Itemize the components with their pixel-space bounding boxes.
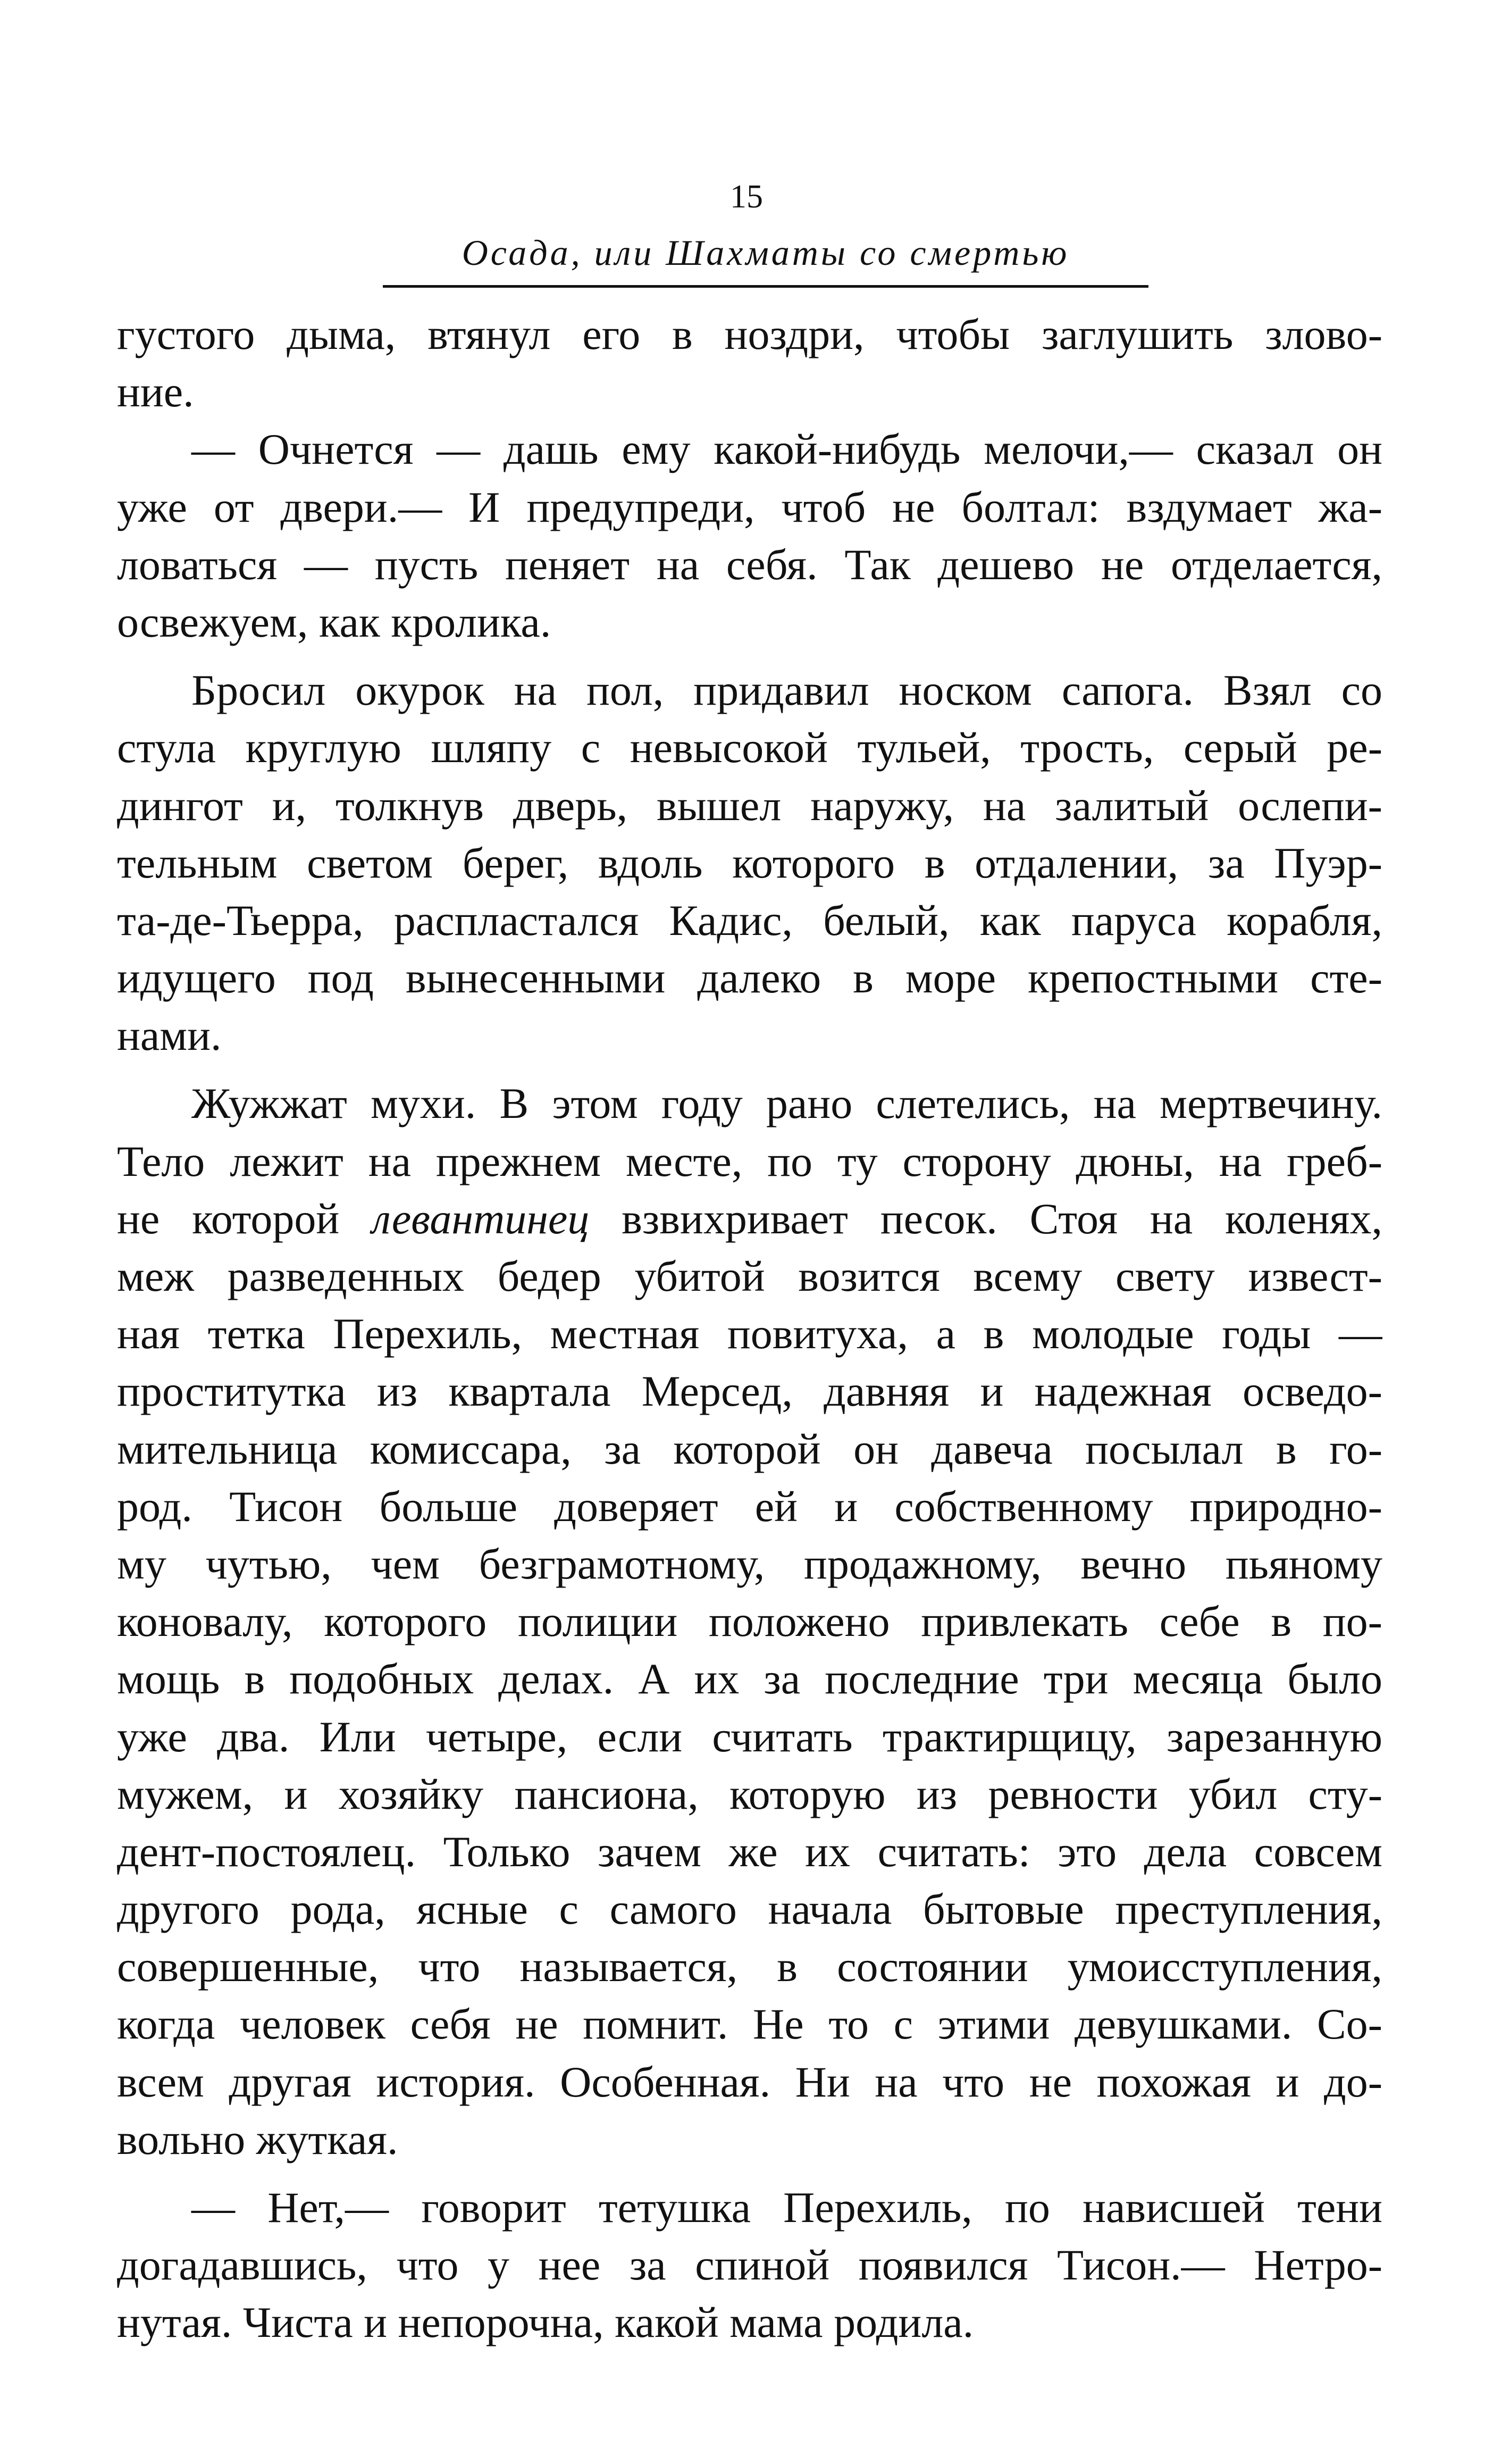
text-line: совершенные, что называется, в состоянии умоисступления, bbox=[117, 1942, 1382, 1991]
text-line: другого рода, ясные с самого начала бытовые преступления, bbox=[117, 1885, 1382, 1934]
text-line: уже два. Или четыре, если считать трактирщицу, зарезанную bbox=[117, 1712, 1382, 1761]
text-line: тельным светом берег, вдоль которого в отдалении, за Пуэр- bbox=[117, 838, 1382, 887]
text-line: дент-постоялец. Только зачем же их считать: это дела совсем bbox=[117, 1827, 1382, 1876]
text-line: освежуем, как кролика. bbox=[117, 597, 551, 646]
text-line: нутая. Чиста и непорочна, какой мама родила. bbox=[117, 2298, 974, 2347]
text-line: — Нет,— говорит тетушка Перехиль, по нависшей тени bbox=[191, 2183, 1382, 2232]
text-line: Тело лежит на прежнем месте, по ту сторону дюны, на греб- bbox=[117, 1137, 1382, 1185]
text-line: коновалу, которого полиции положено привлекать себе в по- bbox=[117, 1597, 1382, 1646]
italic-word: левантинец bbox=[372, 1194, 590, 1243]
text-line: всем другая история. Особенная. Ни на что не похожая и до- bbox=[117, 2057, 1382, 2106]
text-line: род. Тисон больше доверяет ей и собственному природно- bbox=[117, 1482, 1382, 1531]
text-line: уже от двери.— И предупреди, чтоб не болтал: вздумает жа- bbox=[117, 482, 1382, 531]
text-line: мительница комиссара, за которой он давеча посылал в го- bbox=[117, 1424, 1382, 1473]
text-line: идущего под вынесенными далеко в море крепостными сте- bbox=[117, 954, 1382, 1003]
running-head: Осада, или Шахматы со смертью bbox=[462, 232, 1070, 273]
text-line: ловаться — пусть пеняет на себя. Так дешево не отделается, bbox=[117, 540, 1382, 589]
header-rule bbox=[383, 285, 1148, 288]
text-line: мощь в подобных делах. А их за последние три месяца было bbox=[117, 1655, 1382, 1703]
text-line: ная тетка Перехиль, местная повитуха, а в молодые годы — bbox=[117, 1309, 1382, 1358]
text-line: та-де-Тьерра, распластался Кадис, белый, как паруса корабля, bbox=[117, 896, 1382, 945]
text-line: меж разведенных бедер убитой возится всему свету извест- bbox=[117, 1252, 1382, 1300]
text-segment: взвихривает песок. Стоя на коленях, bbox=[589, 1194, 1382, 1243]
text-line: ние. bbox=[117, 367, 194, 416]
paragraph-gap bbox=[117, 2168, 1382, 2179]
text-line: вольно жуткая. bbox=[117, 2115, 398, 2164]
text-line: когда человек себя не помнит. Не то с этими девушками. Со- bbox=[117, 2000, 1382, 2049]
text-line: Жужжат мухи. В этом году рано слетелись, на мертвечину. bbox=[191, 1079, 1382, 1128]
text-line: му чутью, чем безграмотному, продажному, вечно пьяному bbox=[117, 1539, 1382, 1588]
text-line: мужем, и хозяйку пансиона, которую из ревности убил сту- bbox=[117, 1769, 1382, 1818]
paragraph-gap bbox=[117, 1064, 1382, 1075]
text-segment: не которой bbox=[117, 1194, 340, 1243]
text-line-with-italic bbox=[117, 1190, 1382, 1248]
text-line: Бросил окурок на пол, придавил носком сапога. Взял со bbox=[191, 666, 1382, 715]
text-line: — Очнется — дашь ему какой-нибудь мелочи,— сказал он bbox=[191, 425, 1382, 474]
text-line: догадавшись, что у нее за спиной появился Тисон.— Нетро- bbox=[117, 2241, 1382, 2290]
text-line: стула круглую шляпу с невысокой тульей, трость, серый ре- bbox=[117, 723, 1382, 772]
page-number: 15 bbox=[730, 179, 763, 215]
paragraph-gap bbox=[117, 651, 1382, 662]
text-line: густого дыма, втянул его в ноздри, чтобы заглушить злово- bbox=[117, 310, 1382, 358]
text-line: дингот и, толкнув дверь, вышел наружу, на залитый ослепи- bbox=[117, 781, 1382, 830]
text-line: проститутка из квартала Мерсед, давняя и надежная осведо- bbox=[117, 1367, 1382, 1416]
text-line: нами. bbox=[117, 1011, 222, 1060]
body-text bbox=[117, 306, 1382, 2352]
